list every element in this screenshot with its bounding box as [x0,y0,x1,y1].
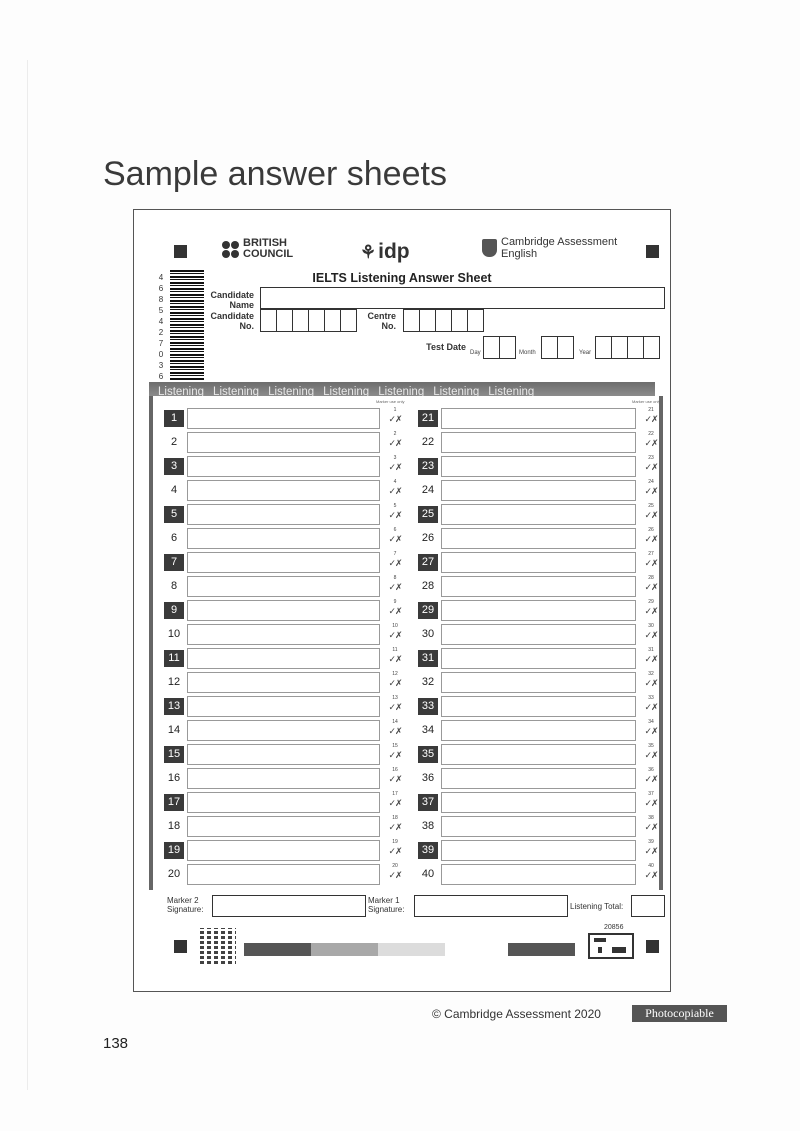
question-row [164,599,406,621]
answer-field[interactable] [441,432,636,453]
pattern-box [588,933,634,959]
marker-tick-box[interactable] [384,839,406,861]
tick-number: 35 [648,743,654,749]
question-row [418,839,662,861]
question-number: 11 [164,650,184,667]
tick-number: 6 [393,527,397,533]
answer-field[interactable] [441,744,636,765]
question-number: 6 [170,532,178,544]
grey-scale-bar [311,943,378,956]
question-row [164,551,406,573]
british-council-logo: BRITISH COUNCIL [222,238,293,260]
answer-field[interactable] [441,528,636,549]
marker-tick-box[interactable] [384,407,406,429]
tick-cross-icon: ✓✗ [644,582,658,592]
candidate-name-label: Candidate Name [210,290,254,310]
tick-number: 39 [648,839,654,845]
marker-tick-box[interactable] [640,791,662,813]
question-row [164,455,406,477]
tick-number: 7 [393,551,397,557]
tick-number: 34 [648,719,654,725]
question-row [164,791,406,813]
tick-number: 18 [392,815,398,821]
question-number: 7 [164,554,184,571]
marker-tick-box[interactable] [640,863,662,885]
page-number: 138 [103,1035,129,1052]
tick-cross-icon: ✓✗ [644,558,658,568]
tick-number: 36 [648,767,654,773]
question-row [164,695,406,717]
question-number: 17 [164,794,184,811]
marker-tick-box[interactable] [640,551,662,573]
tick-cross-icon: ✓✗ [388,870,402,880]
question-row [418,743,662,765]
question-row [418,623,662,645]
tick-cross-icon: ✓✗ [388,678,402,688]
answer-field[interactable] [441,624,636,645]
tick-cross-icon: ✓✗ [388,438,402,448]
question-row [164,575,406,597]
question-number: 29 [418,602,438,619]
year-boxes[interactable] [596,336,660,359]
question-number: 2 [170,436,178,448]
tick-cross-icon: ✓✗ [644,462,658,472]
question-row [164,839,406,861]
answer-field[interactable] [441,792,636,813]
tick-cross-icon: ✓✗ [388,558,402,568]
question-number: 21 [418,410,438,427]
answer-field[interactable] [187,840,380,861]
registration-mark [646,940,659,953]
year-label: Year [579,350,592,356]
question-row [418,407,662,429]
answer-field[interactable] [441,648,636,669]
tick-number: 22 [648,431,654,437]
answer-field[interactable] [441,408,636,429]
question-number: 38 [421,820,435,832]
answer-field[interactable] [187,432,380,453]
answer-field[interactable] [441,504,636,525]
tick-number: 28 [648,575,654,581]
answer-field[interactable] [187,504,380,525]
marker-tick-box[interactable] [384,695,406,717]
tick-cross-icon: ✓✗ [388,510,402,520]
tick-number: 3 [393,455,397,461]
marker-tick-box[interactable] [384,623,406,645]
question-row [164,671,406,693]
shield-icon [482,239,497,257]
marker1-signature-field[interactable] [414,895,568,917]
answer-field[interactable] [187,576,380,597]
registration-mark [646,245,659,258]
question-number: 8 [170,580,178,592]
tick-cross-icon: ✓✗ [388,798,402,808]
question-row [418,599,662,621]
marker-tick-box[interactable] [640,431,662,453]
tick-cross-icon: ✓✗ [388,846,402,856]
tick-cross-icon: ✓✗ [644,774,658,784]
question-number: 16 [167,772,181,784]
cambridge-assessment-logo: Cambridge Assessment English [482,236,617,260]
question-row [164,863,406,885]
tick-number: 40 [648,863,654,869]
answer-field[interactable] [187,624,380,645]
marker-tick-box[interactable] [640,479,662,501]
question-row [418,551,662,573]
tick-cross-icon: ✓✗ [388,486,402,496]
tick-cross-icon: ✓✗ [644,534,658,544]
registration-mark [174,940,187,953]
answer-field[interactable] [441,720,636,741]
tick-cross-icon: ✓✗ [388,702,402,712]
answer-field[interactable] [187,528,380,549]
answer-field[interactable] [187,480,380,501]
answer-field[interactable] [187,648,380,669]
answer-field[interactable] [441,600,636,621]
question-number: 10 [167,628,181,640]
question-number: 23 [418,458,438,475]
question-row [164,479,406,501]
answer-field[interactable] [187,408,380,429]
tick-cross-icon: ✓✗ [644,654,658,664]
answer-field[interactable] [441,696,636,717]
question-row [418,503,662,525]
question-row [164,407,406,429]
answer-field[interactable] [187,552,380,573]
tick-cross-icon: ✓✗ [644,750,658,760]
tick-number: 13 [392,695,398,701]
sheet-title: IELTS Listening Answer Sheet [312,271,492,285]
marker-tick-box[interactable] [384,815,406,837]
question-number: 27 [418,554,438,571]
tick-number: 11 [392,647,398,653]
day-boxes[interactable] [484,336,516,359]
registration-mark [174,245,187,258]
question-number: 3 [164,458,184,475]
tick-cross-icon: ✓✗ [388,750,402,760]
question-number: 20 [167,868,181,880]
answer-field[interactable] [187,600,380,621]
tick-cross-icon: ✓✗ [388,630,402,640]
answer-sheet [133,209,671,992]
marker-tick-box[interactable] [384,431,406,453]
question-number: 19 [164,842,184,859]
question-row [418,791,662,813]
listening-total-field[interactable] [631,895,665,917]
tick-number: 8 [393,575,397,581]
day-label: Day [470,350,481,356]
marker-tick-box[interactable] [384,767,406,789]
tick-cross-icon: ✓✗ [644,870,658,880]
answer-field[interactable] [187,768,380,789]
tick-number: 31 [648,647,654,653]
question-number: 31 [418,650,438,667]
marker-tick-box[interactable] [640,407,662,429]
answer-field[interactable] [187,864,380,885]
tick-cross-icon: ✓✗ [644,438,658,448]
marker-tick-box[interactable] [640,767,662,789]
test-date-label: Test Date [426,342,466,352]
barcode-number: 4685427036 [158,273,164,381]
question-row [164,527,406,549]
tick-cross-icon: ✓✗ [644,798,658,808]
marker1-label: Marker 1 Signature: [368,896,405,914]
month-boxes[interactable] [542,336,574,359]
tick-cross-icon: ✓✗ [388,534,402,544]
answer-field[interactable] [187,672,380,693]
question-number: 1 [164,410,184,427]
question-number: 14 [167,724,181,736]
tick-cross-icon: ✓✗ [644,678,658,688]
tick-number: 32 [648,671,654,677]
tick-cross-icon: ✓✗ [388,654,402,664]
question-number: 34 [421,724,435,736]
centre-no-boxes[interactable] [404,309,484,332]
question-number: 30 [421,628,435,640]
tick-number: 37 [648,791,654,797]
tick-cross-icon: ✓✗ [644,630,658,640]
question-number: 25 [418,506,438,523]
copyright-notice: © Cambridge Assessment 2020 [432,1007,601,1021]
marker-tick-box[interactable] [640,575,662,597]
marker-tick-box[interactable] [384,743,406,765]
marker-tick-box[interactable] [384,479,406,501]
marker-tick-box[interactable] [640,815,662,837]
question-row [418,455,662,477]
tick-number: 5 [393,503,397,509]
question-row [164,815,406,837]
question-number: 39 [418,842,438,859]
question-row [164,719,406,741]
answer-field[interactable] [441,768,636,789]
marker-tick-box[interactable] [640,623,662,645]
marker-tick-box[interactable] [384,599,406,621]
answer-field[interactable] [187,696,380,717]
marker-tick-box[interactable] [640,671,662,693]
answer-field[interactable] [441,840,636,861]
marker2-label: Marker 2 Signature: [167,896,204,914]
answer-field[interactable] [187,816,380,837]
question-number: 33 [418,698,438,715]
scan-edge [27,60,28,1090]
question-number: 15 [164,746,184,763]
question-row [164,503,406,525]
question-row [418,815,662,837]
marker-tick-box[interactable] [640,695,662,717]
tick-number: 26 [648,527,654,533]
question-number: 35 [418,746,438,763]
answer-field[interactable] [441,576,636,597]
marker-tick-box[interactable] [640,839,662,861]
photocopiable-label: Photocopiable [632,1005,727,1022]
question-number: 18 [167,820,181,832]
tick-cross-icon: ✓✗ [388,462,402,472]
answer-field[interactable] [441,672,636,693]
candidate-name-field[interactable] [260,287,665,309]
question-row [418,575,662,597]
marker-tick-box[interactable] [384,719,406,741]
barcode [170,270,204,380]
marker-tick-box[interactable] [384,671,406,693]
question-row [418,863,662,885]
answer-field[interactable] [187,744,380,765]
tick-cross-icon: ✓✗ [644,822,658,832]
tick-number: 14 [392,719,398,725]
listening-band: Listening Listening Listening Listening Listening Listening Listening [149,382,655,396]
grey-scale-bar [508,943,575,956]
question-row [164,431,406,453]
answer-field[interactable] [441,864,636,885]
marker-tick-box[interactable] [384,575,406,597]
marker-tick-box[interactable] [640,647,662,669]
tick-cross-icon: ✓✗ [388,582,402,592]
answer-field[interactable] [441,480,636,501]
centre-no-label: Centre No. [367,311,396,331]
month-label: Month [519,350,536,356]
question-row [418,479,662,501]
marker-tick-box[interactable] [384,551,406,573]
question-row [418,647,662,669]
tick-number: 25 [648,503,654,509]
tick-number: 10 [392,623,398,629]
tick-number: 24 [648,479,654,485]
grey-scale-bar [378,943,445,956]
idp-logo: ⚘idp [360,240,410,263]
marker-tick-box[interactable] [384,527,406,549]
question-row [418,431,662,453]
tick-number: 19 [392,839,398,845]
tick-number: 29 [648,599,654,605]
question-number: 28 [421,580,435,592]
marker2-signature-field[interactable] [212,895,366,917]
question-number: 36 [421,772,435,784]
answer-field[interactable] [441,456,636,477]
answer-field[interactable] [187,456,380,477]
tick-number: 4 [393,479,397,485]
answer-field[interactable] [441,816,636,837]
grey-scale-bar [244,943,311,956]
marker-tick-box[interactable] [640,455,662,477]
answer-field[interactable] [441,552,636,573]
question-row [164,623,406,645]
tick-number: 12 [392,671,398,677]
tick-cross-icon: ✓✗ [644,486,658,496]
listening-total-label: Listening Total: [570,902,624,911]
serial-number: 20856 [604,924,624,931]
tick-number: 9 [393,599,397,605]
tick-cross-icon: ✓✗ [388,774,402,784]
question-row [418,671,662,693]
tick-cross-icon: ✓✗ [644,606,658,616]
question-number: 40 [421,868,435,880]
question-number: 37 [418,794,438,811]
marker-tick-box[interactable] [640,743,662,765]
question-number: 4 [170,484,178,496]
marker-tick-box[interactable] [640,503,662,525]
marker-tick-box[interactable] [384,455,406,477]
question-number: 13 [164,698,184,715]
answer-field[interactable] [187,720,380,741]
tick-number: 21 [648,407,654,413]
question-number: 9 [164,602,184,619]
tick-cross-icon: ✓✗ [644,846,658,856]
tick-number: 1 [393,407,397,413]
qr-code [200,928,236,964]
question-row [164,767,406,789]
tick-cross-icon: ✓✗ [644,726,658,736]
tick-number: 38 [648,815,654,821]
tick-cross-icon: ✓✗ [644,510,658,520]
question-number: 12 [167,676,181,688]
marker-tick-box[interactable] [384,647,406,669]
tick-number: 15 [392,743,398,749]
tick-number: 20 [392,863,398,869]
question-row [418,527,662,549]
tick-cross-icon: ✓✗ [644,414,658,424]
question-number: 22 [421,436,435,448]
tick-number: 16 [392,767,398,773]
page-title: Sample answer sheets [103,155,447,193]
question-row [418,695,662,717]
tick-cross-icon: ✓✗ [388,822,402,832]
tick-number: 27 [648,551,654,557]
tick-number: 30 [648,623,654,629]
question-row [418,767,662,789]
question-row [418,719,662,741]
candidate-no-boxes[interactable] [261,309,357,332]
marker-use-label: Marker use only [632,399,661,404]
marker-tick-box[interactable] [384,503,406,525]
tick-cross-icon: ✓✗ [388,726,402,736]
tick-number: 33 [648,695,654,701]
tick-cross-icon: ✓✗ [644,702,658,712]
tick-cross-icon: ✓✗ [388,414,402,424]
question-row [164,743,406,765]
tick-number: 2 [393,431,397,437]
marker-tick-box[interactable] [640,599,662,621]
answer-field[interactable] [187,792,380,813]
tick-cross-icon: ✓✗ [388,606,402,616]
tick-number: 17 [392,791,398,797]
candidate-no-label: Candidate No. [210,311,254,331]
marker-tick-box[interactable] [384,791,406,813]
marker-tick-box[interactable] [384,863,406,885]
question-row [164,647,406,669]
marker-tick-box[interactable] [640,527,662,549]
marker-use-label: Marker use only [376,399,405,404]
question-number: 5 [164,506,184,523]
tick-number: 23 [648,455,654,461]
marker-tick-box[interactable] [640,719,662,741]
question-number: 26 [421,532,435,544]
question-number: 24 [421,484,435,496]
question-number: 32 [421,676,435,688]
